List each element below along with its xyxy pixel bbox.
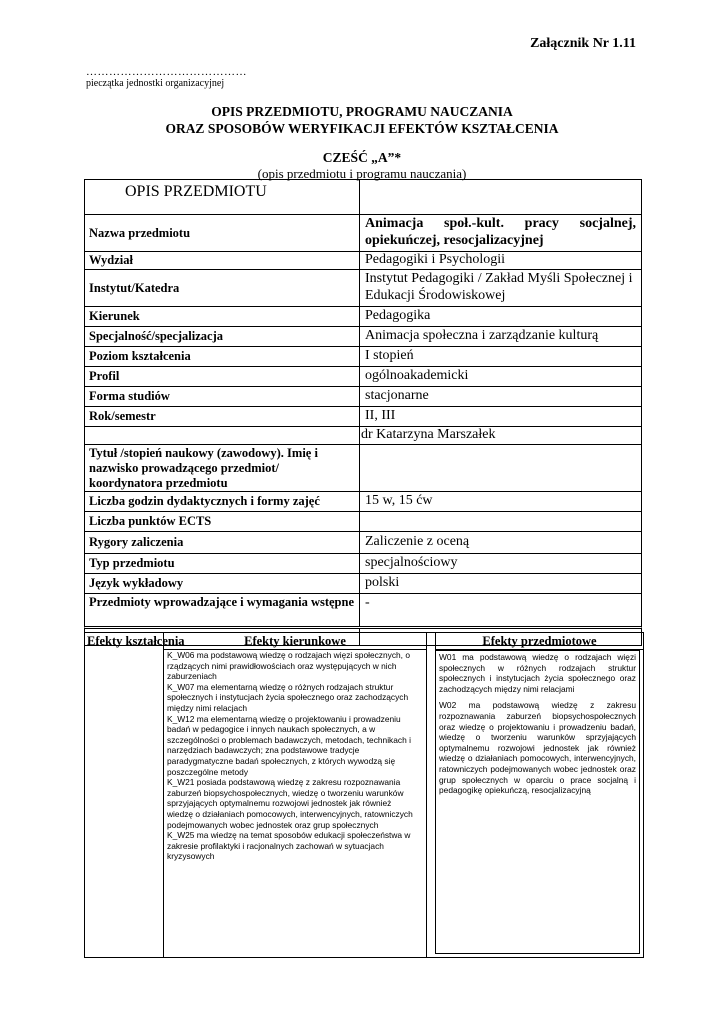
value-forma: stacjonarne	[365, 388, 429, 404]
row-rok	[84, 406, 642, 426]
value-poziom: I stopień	[365, 348, 414, 364]
label-instytut: Instytut/Katedra	[85, 270, 360, 306]
section-heading: OPIS PRZEDMIOTU	[85, 180, 360, 214]
value-tytul	[360, 445, 641, 491]
label-nazwa: Nazwa przedmiotu	[85, 215, 360, 251]
label-specjalnosc: Specjalność/specjalizacja	[85, 327, 360, 346]
value-profil: ogólnoakademicki	[365, 368, 469, 384]
value-instytut: Instytut Pedagogiki / Zakład Myśli Społecznej i Edukacji Środowiskowej	[365, 271, 633, 303]
kierunkowe-item: K_W12 ma elementarną wiedzę o projektowaniu i prowadzeniu badań w pedagogice i innych naukach społecznych, a w szczególności o problemach badawczych, metodach, technikach i narzędziach badawczych; zna podstawowe tradycje paradygmatyczne badań społecznych, z których wywodzą się poszczególne metody	[167, 713, 411, 777]
value-typ: specjalnościowy	[365, 555, 458, 571]
effects-przedmiotowe-column	[435, 633, 643, 957]
label-forma: Forma studiów	[85, 387, 360, 406]
effects-label: Efekty kształcenia	[87, 634, 185, 648]
kierunkowe-header: Efekty kierunkowe	[164, 633, 426, 650]
value-prowadzacy-name: dr Katarzyna Marszałek	[361, 427, 496, 443]
value-rygory: Zaliczenie z oceną	[365, 534, 470, 550]
label-profil: Profil	[85, 367, 360, 386]
value-rok: II, III	[365, 408, 396, 424]
row-godziny	[84, 491, 642, 511]
effects-table	[84, 632, 644, 958]
value-specjalnosc: Animacja społeczna i zarządzanie kulturą	[365, 328, 599, 344]
document-title-line-2: ORAZ SPOSOBÓW WERYFIKACJI EFEKTÓW KSZTAŁCENIA	[165, 121, 559, 136]
part-subtitle: (opis przedmiotu i programu nauczania)	[257, 166, 467, 181]
stamp-label: pieczątka jednostki organizacyjnej	[86, 78, 225, 89]
course-info-table	[84, 179, 642, 646]
row-profil	[84, 366, 642, 386]
row-kierunek	[84, 306, 642, 326]
row-poziom	[84, 346, 642, 366]
section-heading-row	[84, 179, 642, 214]
document-title-line-1: OPIS PRZEDMIOTU, PROGRAMU NAUCZANIA	[211, 104, 513, 119]
value-wymagania: -	[365, 595, 370, 610]
label-ects: Liczba punktów ECTS	[85, 512, 360, 531]
kierunkowe-item: K_W07 ma elementarną wiedzę o różnych rodzajach struktur społecznych i instytucjach życia społecznego oraz zachodzących między nimi relacjach	[167, 681, 409, 713]
row-nazwa	[84, 214, 642, 251]
label-godziny: Liczba godzin dydaktycznych i formy zajęć	[85, 492, 360, 511]
row-wydzial	[84, 251, 642, 269]
kierunkowe-item: K_W25 ma wiedzę na temat sposobów edukacji społeczeństwa w zakresie profilaktyki i racjonalnych zachowań w sytuacjach kryzysowych	[167, 830, 411, 862]
row-jezyk	[84, 573, 642, 593]
przedmiotowe-list	[435, 650, 640, 954]
label-tytul: Tytuł /stopień naukowy (zawodowy). Imię i nazwisko prowadzącego przedmiot/ koordynatora przedmiotu	[85, 445, 360, 491]
effects-kierunkowe-column	[163, 633, 427, 957]
label-typ: Typ przedmiotu	[85, 554, 360, 573]
row-tytul	[84, 444, 642, 491]
label-kierunek: Kierunek	[85, 307, 360, 326]
kierunkowe-item: K_W06 ma podstawową wiedzę o rodzajach więzi społecznych, o rządzących nimi prawidłowościach oraz występujących w nich zaburzeniach	[167, 650, 410, 682]
label-rok: Rok/semestr	[85, 407, 360, 426]
label-wymagania: Przedmioty wprowadzające i wymagania wstępne	[85, 594, 360, 626]
row-wymagania	[84, 593, 642, 626]
kierunkowe-item: K_W21 posiada podstawową wiedzę z zakresu rozpoznawania zaburzeń biopsychospołecznych, wiedzę o tworzeniu warunków sprzyjających optymalnemu rozwojowi jednostek jak również wiedzę o działaniach pomocowych, interwencyjnych, ratowniczych podejmowanych wobec jednostek oraz grup społecznych	[167, 777, 413, 830]
stamp-placeholder: ……………………………………	[86, 66, 247, 78]
value-ects	[360, 512, 641, 531]
value-godziny: 15 w, 15 ćw	[365, 493, 433, 509]
row-instytut	[84, 269, 642, 306]
przedmiotowe-item: W01 ma podstawową wiedzę o rodzajach więzi społecznych w różnych rodzajach struktur społecznych i instytucjach życia społecznego oraz zachodzących między nimi relacjami	[439, 652, 636, 694]
value-nazwa: Animacja społ.-kult. pracy socjalnej, opiekuńczej, resocjalizacyjnej	[365, 216, 636, 248]
value-kierunek: Pedagogika	[365, 308, 431, 324]
row-prowadzacy-name	[84, 426, 642, 444]
label-jezyk: Język wykładowy	[85, 574, 360, 593]
row-ects	[84, 511, 642, 531]
kierunkowe-list	[164, 650, 426, 862]
row-forma	[84, 386, 642, 406]
part-heading: CZEŚĆ „A”*	[322, 150, 402, 165]
label-wydzial: Wydział	[85, 252, 360, 269]
label-poziom: Poziom kształcenia	[85, 347, 360, 366]
row-specjalnosc	[84, 326, 642, 346]
annex-label: Załącznik Nr 1.11	[530, 36, 636, 51]
row-typ	[84, 553, 642, 573]
value-wydzial: Pedagogiki i Psychologii	[365, 252, 505, 268]
label-rygory: Rygory zaliczenia	[85, 532, 360, 553]
value-jezyk: polski	[365, 575, 400, 591]
przedmiotowe-item: W02 ma podstawową wiedzę z zakresu rozpoznawania zaburzeń biopsychospołecznych oraz wiedzę o projektowaniu i prowadzeniu badań, wiedzę o tworzeniu warunków sprzyjających optymalnemu rozwojowi jednostek jak również wiedzę o działaniach pomocowych, interwencyjnych, ratowniczych podejmowanych wobec jednostek oraz grup społecznych w oparciu o prace socjalną i pedagogikę opiekuńczą, resocjalizacyjną	[439, 700, 636, 796]
przedmiotowe-header: Efekty przedmiotowe	[435, 633, 643, 650]
row-rygory	[84, 531, 642, 553]
